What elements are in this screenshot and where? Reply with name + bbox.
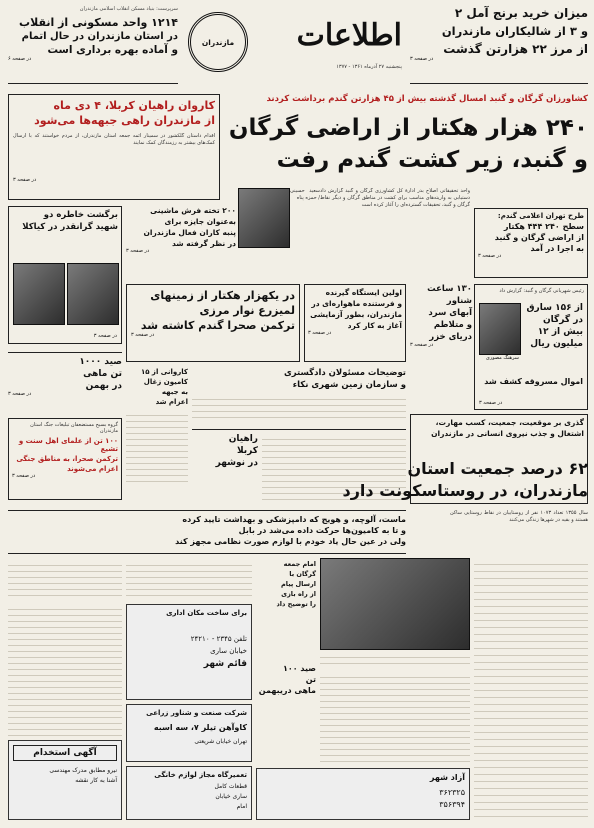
officials-story: [192, 368, 406, 430]
imam-line-3: ارسال پیام: [280, 580, 316, 588]
ad-3: [8, 740, 122, 820]
scholars-story: [8, 418, 122, 500]
station-line-1: اولین ایستگاه گیرنده: [325, 288, 402, 297]
snow-story: [410, 284, 472, 384]
ad-2: [126, 704, 252, 762]
main-portrait-photo: [238, 188, 290, 248]
population-line-1: ۶۲ درصد جمعیت استان: [407, 459, 588, 478]
ad-1-line-2: خیابان ساری: [210, 647, 247, 655]
sea-line-3: در بهمن: [85, 381, 122, 391]
ad-1-line-1: تلفن ۲۳۴۵ - ۲۴۲۱۰: [190, 635, 247, 643]
tractors-line-2: به‌عنوان جایزه برای: [164, 217, 236, 226]
snow-line-3: آبهای سرد: [428, 308, 472, 318]
ad-5-line-1: ۳۶۲۳۲۵: [439, 788, 465, 797]
ad-4: [126, 766, 252, 820]
memorial-photo-right: [67, 263, 119, 325]
main-headline-body: واحد تحقیقاتی اصلاح بذر ادارهٔ کل کشاورزی گرگان و گنبد گزارش داد دستیابی به واریته‌های مناسب برای کشت در مناطق گرگان و دیگر نقاط گرگان و گنبد، تحقیقات گسترده‌ای را آغاز کرده است: [320, 188, 470, 208]
tree-story: [256, 664, 316, 734]
ad-1: [126, 604, 252, 700]
scholars-line-3: اعزام می‌شوند: [67, 465, 118, 473]
station-line-4: آغاز به کار کرد: [347, 321, 402, 330]
theft-line-5: اموال مسروقه کشف شد: [484, 377, 583, 386]
sea-line-2: تن ماهی: [83, 369, 122, 379]
tractors-line-3: پنبه کاران فعال مازندران: [143, 228, 236, 237]
scholars-more: در صفحه ۳: [12, 473, 36, 479]
snow-line-4: و متلاطم: [433, 320, 472, 330]
top-left-more: در صفحه ۳: [410, 56, 434, 62]
theft-line-3: بیش از ۱۲: [537, 327, 583, 337]
main-kicker: کشاورزان گرگان و گنبد امسال گذشته بیش از ۴۵ هزارتن گندم برداشت کردند: [266, 94, 588, 104]
officials-line-2: و سازمان زمین شهری نکاء: [292, 380, 406, 390]
tree-line-3: ماهی دریبهمن: [258, 686, 316, 695]
top-left-line-1: میزان خرید برنج آمل ۲: [454, 6, 588, 20]
imam-line-5: را توضیح داد: [276, 600, 316, 608]
scholars-line-1: ۱۰۰ تن از علمای اهل سنت و تشیع: [18, 437, 118, 453]
memorial-story: [8, 206, 122, 344]
ad-5-line-2: ۳۵۶۳۹۴: [439, 800, 465, 809]
ad-4-line-1: قطعات کامل: [214, 783, 247, 790]
theft-caption: سرهنگ مصوری: [485, 355, 519, 361]
ad-4-name: امام: [236, 803, 247, 810]
top-right-line-3: و آماده بهره برداری است: [47, 44, 178, 56]
memorial-caption: در صفحه ۳: [93, 333, 117, 339]
ad-3-head: آگهی استخدام: [13, 745, 117, 761]
tractors-line-1: ۲۰۰ تخته فرش ماشینی: [150, 206, 236, 215]
top-right-line-2: در استان مازندران در حال اتمام: [21, 31, 178, 42]
masthead-edition: مازندران: [201, 37, 235, 47]
fuel-line-2: و تا به کامیون‌ها حرکت داده می‌شد در بابل: [238, 526, 406, 535]
karvan-body: اقدام داستان گلکشور در سمینار ائمه جمعه استان مازندران، از مردم خواستند که با ارسال کمک‌های بیشتر به رزمندگان کمک نمایند: [13, 133, 215, 146]
tehran-plan-more: در صفحه ۳: [478, 253, 502, 259]
population-right-column: [474, 558, 588, 820]
fuel-line-3: ولی در عین حال یاد خودم با لوازم صورت نظامی مجهز کند: [175, 537, 406, 546]
tehran-plan-line-2: سطح ۲۴۰ ۴۴۴ هکتار: [503, 222, 584, 231]
memorial-photo-left: [13, 263, 65, 325]
mid-column-body: [126, 560, 252, 600]
population-body: سال ۱۳۵۵ تعداد ۱۰۷۳ نفر از روستاییان در نقاط روستایی ساکن هستند و بقیه در شهرها زندگی می‌کنند: [450, 510, 588, 523]
population-photo-caption: [320, 652, 470, 666]
kids-line-1: کاروانی از ۱۵: [140, 368, 188, 376]
tehran-plan-line-3: از اراضی گرگان و گنبد: [494, 233, 584, 242]
ad-2-head: شرکت صنعت و شناور زراعی: [146, 709, 247, 717]
karvan-story: [8, 94, 220, 200]
population-headline: [196, 458, 588, 502]
theft-story: [474, 284, 588, 410]
station-more: در صفحه ۳: [308, 330, 332, 336]
theft-line-4: میلیون ریال: [530, 339, 583, 349]
hectares-more: در صفحه ۳: [131, 332, 155, 338]
population-kicker-2: اشتغال و جذب نیروی انسانی در مازندران: [431, 429, 584, 438]
left-column-body: [8, 560, 122, 600]
snow-more: در صفحه ۳: [410, 342, 434, 348]
kids-line-4: اعزام شد: [155, 398, 188, 406]
kids-line-3: به جبهه: [161, 388, 188, 396]
tree-line-2: تن: [305, 675, 316, 684]
top-left-line-2: و ۳ از شالیکاران مازندران: [441, 24, 588, 38]
top-right-line-1: ۱۲۱۴ واحد مسکونی از انقلاب: [19, 16, 178, 29]
tractors-story: [126, 206, 236, 278]
masthead: [180, 6, 406, 84]
hectares-line-2: لمیزرع نوار مرزی: [199, 304, 295, 317]
fuel-line-1: ماست، آلوچه، و هویج که دامپزشکی و بهداشت تایید کرده: [182, 515, 406, 524]
theft-more: در صفحه ۳: [479, 400, 503, 406]
sea-more: در صفحه ۳: [8, 391, 32, 397]
theft-line-2: در گرگان: [542, 315, 583, 325]
hectares-story: [126, 284, 300, 362]
hectares-line-3: ترکمن صحرا گندم کاشته شد: [140, 319, 295, 332]
population-kicker: گذری بر موقعیت، جمعیت، کسب مهارت،: [435, 418, 584, 427]
population-line-2: مازندران، در روستاسکونت دارد: [342, 481, 588, 500]
left-column-lower-body: [8, 604, 122, 736]
main-headline: [226, 112, 588, 176]
tractors-line-4: در نظر گرفته شد: [171, 239, 236, 248]
officials-body: [192, 394, 406, 422]
imam-story: [256, 560, 316, 660]
masthead-date: پنجشنبه ۲۷ آذرماه ۱۳۶۱ - ۱۳۷۷: [336, 64, 402, 70]
officials-line-1: توضیحات مسئولان دادگستری: [283, 368, 406, 378]
masthead-seal: [188, 12, 248, 72]
theft-head: رئیس شهربانی گرگان و گنبد: گزارش داد: [499, 288, 584, 294]
ad-5: [256, 768, 470, 820]
snow-line-2: شناور: [446, 296, 472, 306]
top-right-credit: سرپرست: بنیاد مسکن انقلاب اسلامی مازندران: [79, 6, 178, 12]
karvan-line-1: کاروان راهیان کربلا، ۴ دی ماه: [53, 99, 215, 112]
imam-line-2: گرگان با: [289, 570, 316, 578]
tehran-plan-line-1: طرح تهران اعلامی گندم:: [497, 212, 584, 220]
imam-line-1: امام جمعه: [283, 560, 316, 568]
ad-1-head: برای ساخت مکان اداری: [166, 609, 247, 617]
memorial-line-1: برگشت خاطره دو: [43, 210, 118, 220]
kids-body: [126, 410, 188, 486]
main-headline-line-2: و گنبد، زیر کشت گندم رفت: [276, 147, 588, 173]
ad-2-name: تهران خیابان شریعتی: [194, 738, 247, 745]
ad-3-line-2: آشنا به کار نقشه: [75, 777, 117, 784]
theft-lines: [523, 303, 583, 349]
top-left-line-3: از مرز ۲۲ هزارتن گذشت: [443, 42, 588, 56]
top-left-story: [410, 6, 588, 84]
top-right-more: در صفحه ۶: [8, 56, 32, 62]
snow-line-5: دریای خزر: [429, 332, 472, 342]
fuel-story: [8, 510, 406, 554]
imam-line-4: از راه بازی: [281, 590, 316, 598]
station-line-3: مازندران، بطور آزمایشی: [310, 310, 402, 319]
top-right-story: [8, 6, 178, 84]
ad-4-head: تعمیرگاه مجاز لوازم خانگی: [154, 771, 247, 779]
kids-story: [126, 368, 188, 500]
tehran-plan-line-4: به اجرا در آمد: [530, 244, 584, 253]
nowshahr-line-1: راهیان: [228, 434, 258, 444]
nowshahr-line-2: کربلا: [236, 446, 258, 456]
theft-line-1: از ۱۵۶ سارق: [526, 303, 583, 313]
nowshahr-line-3: در نوشهر: [215, 458, 258, 468]
karvan-more: در صفحه ۳: [13, 177, 37, 183]
main-portrait-text: سعید حسینی / حمزه پناه: [290, 188, 320, 201]
ad-1-name: قائم شهر: [203, 659, 247, 669]
theft-photo: [479, 303, 521, 355]
masthead-logo: اطلاعات: [296, 18, 402, 53]
tractors-more: در صفحه ۳: [126, 248, 150, 254]
station-line-2: و فرستنده ماهواره‌ای در: [311, 299, 402, 308]
scholars-line-2: ترکمن صحرا، به مناطق جنگی: [16, 455, 118, 463]
main-headline-line-1: ۲۴۰ هزار هکتار از اراضی گرگان: [228, 115, 588, 141]
scholars-head: گروه بسیج مستضعفان تبلیغات جنگ استان مازندران: [30, 422, 118, 434]
station-story: [304, 284, 406, 362]
population-photo: [320, 558, 470, 650]
sea-story: [8, 352, 122, 414]
ad-2-line-1: کاوآهن تیلر ۷، سه اسبه: [153, 723, 247, 732]
ad-4-line-2: ساری خیابان: [215, 793, 247, 800]
snow-line-1: ۱۳۰ ساعت: [427, 284, 472, 294]
hectares-line-1: در یکهزار هکتار از زمینهای: [150, 289, 295, 302]
ad-3-line-1: نیرو مطابق مدرک مهندسی: [49, 767, 117, 774]
ad-5-head: آزاد شهر: [429, 773, 465, 782]
kids-line-2: کامیون زغال: [143, 378, 188, 386]
center-lower-body: [320, 672, 470, 764]
tehran-plan-story: [474, 208, 588, 278]
sea-line-1: صید ۱۰۰۰: [79, 357, 122, 367]
tree-line-1: صید ۱۰۰: [282, 664, 316, 673]
karvan-line-2: از مازندران راهی جبهه‌ها می‌شود: [34, 114, 215, 127]
memorial-line-2: شهید گرانقدر در کیاکلا: [22, 222, 118, 232]
